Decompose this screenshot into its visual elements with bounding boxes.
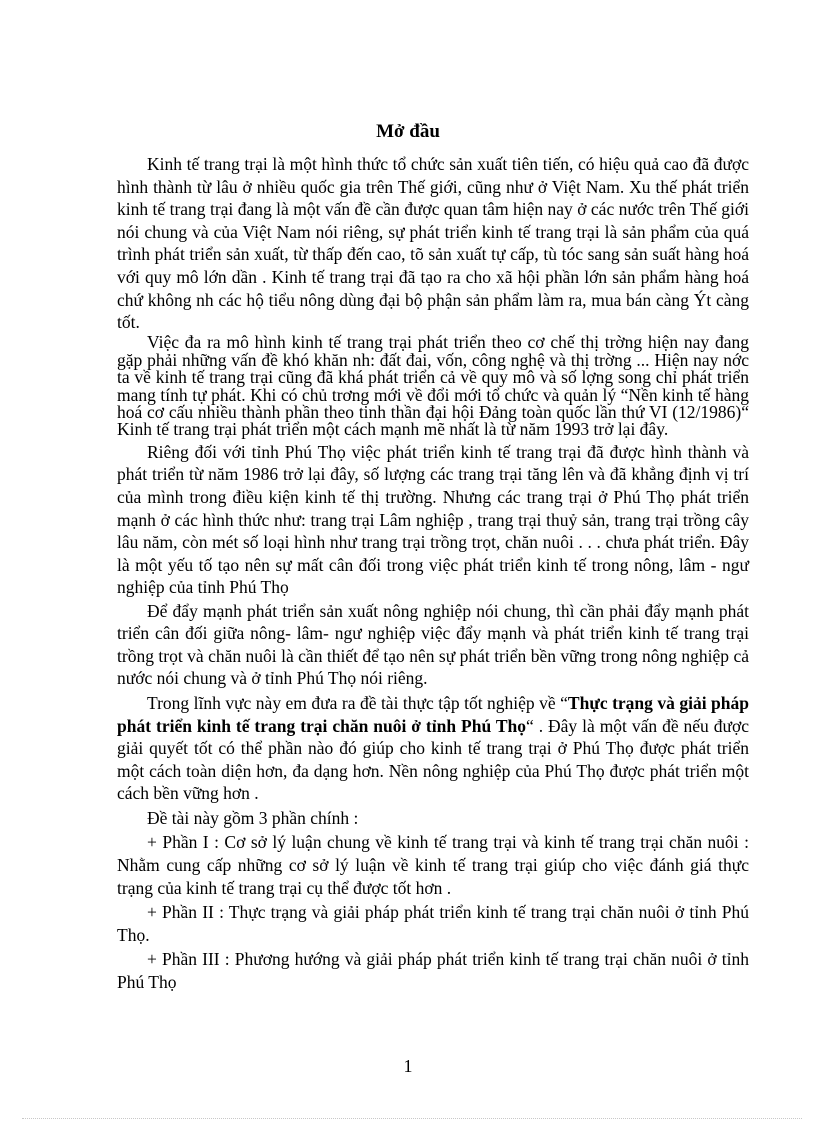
paragraph-development: Để đẩy mạnh phát triển sản xuất nông nghiệp nói chung, thì cần phải đẩy mạnh phát triển cân đối giữa nông- lâm- ngư nghiệp việc đẩy mạnh và phát triển kinh tế trang trại trồng trọt và chăn nuôi là cần thiết để tạo nên sự phát triển bền vững trong nông nghiệp cả nước nói chung và ở tỉnh Phú Thọ nói riêng. [117, 600, 749, 689]
thesis-text-before: Trong lĩnh vực này em đưa ra đề tài thực tập tốt nghiệp về “ [147, 692, 568, 713]
paragraph-intro: Kinh tế trang trại là một hình thức tổ chức sản xuất tiên tiến, có hiệu quả cao đã được hình thành từ lâu ở nhiều quốc gia trên Thế giới, cũng như ở Việt Nam. Xu thế phát triển kinh tế trang trại đang là một vấn đề cần được quan tâm hiện nay ở các nước trên Thế giới nói chung và của Việt Nam nói riêng, sự phát triển kinh tế trang trại là sản phẩm của quá trình phát triển sản xuất, từ thấp đến cao, tõ sản xuất tự cấp, tù tóc sang sản suất hàng hoá với quy mô lớn dần . Kinh tế trang trại đã tạo ra cho xã hội phần lớn sản phẩm hàng hoá chứ không nh các hộ tiểu nông dùng đại bộ phận sản phẩm làm ra, mua bán càng Ýt càng tốt. [117, 154, 749, 333]
paragraph-thesis [117, 692, 749, 805]
paragraph-part-3: + Phần III : Phương hướng và giải pháp phát triển kinh tế trang trại chăn nuôi ở tỉnh Phú Thọ [117, 949, 749, 993]
paragraph-structure-intro: Đề tài này gồm 3 phần chính : [147, 807, 359, 828]
document-body [117, 153, 749, 994]
paragraph-part-1: + Phần I : Cơ sở lý luận chung về kinh tế trang trại và kinh tế trang trại chăn nuôi : Nhằm cung cấp những cơ sở lý luận về kinh tế trang trại giúp cho việc đánh giá thực trạng của kinh tế trang trại cụ thể được tốt hơn . [117, 832, 749, 898]
thesis-title-bold: Thực trạng và giải pháp phát triển kinh tế trang trại chăn nuôi ở tỉnh Phú Thọ [117, 692, 749, 736]
paragraph-part-2: + Phần II : Thực trạng và giải pháp phát triển kinh tế trang trại chăn nuôi ở tỉnh Phú Thọ. [117, 902, 749, 945]
page-number: 1 [403, 1056, 413, 1076]
thesis-text-after: “ . Đây là một vấn đề nếu được giải quyết tốt có thể phần nào đó giúp cho kinh tế trang trại ở Phú Thọ được phát triển một cách toàn diện hơn, đa dạng hơn. Nền nông nghiệp của Phú Thọ được phát triển một cách bền vững hơn . [117, 715, 749, 804]
paragraph-phu-tho: Riêng đối với tỉnh Phú Thọ việc phát triển kinh tế trang trại đã được hình thành và phát triển từ năm 1986 trở lại đây, số lượng các trang trại tăng lên và đã khẳng định vị trí của mình trong điều kiện kinh tế thị trường. Nhưng các trang trại ở Phú Thọ phát triển mạnh ở các hình thức như: trang trại Lâm nghiệp , trang trại thuỷ sản, trang trại trồng cây lâu năm, còn mét số loại hình như trang trại trồng trọt, chăn nuôi . . . chưa phát triển. Đây là một yếu tố tạo nên sự mất cân đối trong việc phát triển kinh tế trong nông, lâm - ngư nghiệp của tỉnh Phú Thọ [117, 441, 749, 598]
paragraph-model: Việc đa ra mô hình kinh tế trang trại phát triển theo cơ chế thị trờng hiện nay đang gặp phải những vấn đề khó khăn nh: đất đai, vốn, công nghệ và thị trờng ... Hiện nay nớc ta về kinh tế trang trại cũng đã khá phát triển cả về quy mô và số lợng song chỉ phát triển mang tính tự phát. Khi có chủ trơng mới về đổi mới tổ chức và quản lý “Nền kinh tế hàng hoá cơ cấu nhiều thành phần theo tinh thần đại hội Đảng toàn quốc lần thứ VI (12/1986)“ Kinh tế trang trại phát triển một cách mạnh mẽ nhất là từ năm 1993 trở lại đây. [117, 332, 749, 440]
document-title: Mở đầu [376, 121, 440, 142]
page-bottom-divider [22, 1118, 802, 1119]
